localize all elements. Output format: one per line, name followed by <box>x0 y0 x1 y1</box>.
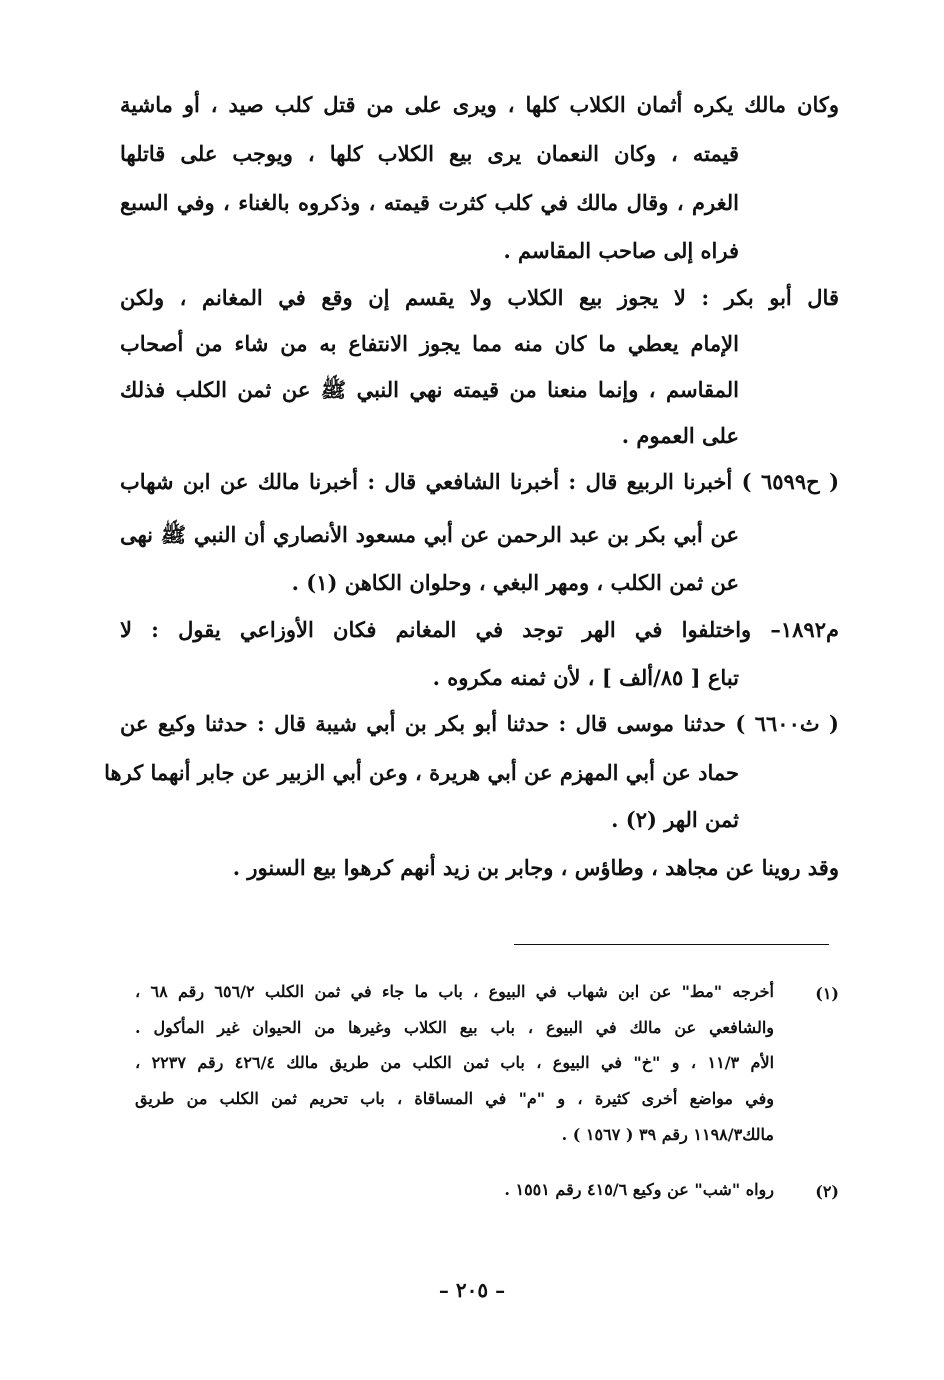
paragraph-2-line-3: المقاسم ، وإنما منعنا من قيمته نهي النبي ﷺ عن ثمن الكلب فذلك <box>120 377 739 402</box>
paragraph-3-line-3: عن ثمن الكلب ، ومهر البغي ، وحلوان الكاهن (١) . <box>291 570 739 595</box>
footnote-1-line-1: أخرجه "مط" عن ابن شهاب في البيوع ، باب ما جاء في ثمن الكلب ٦٥٦/٢ رقم ٦٨ ، <box>135 982 774 1001</box>
footnote-1-line-3: الأم ١١/٣ ، و "خ" في البيوع ، باب ثمن الكلب من طريق مالك ٤٢٦/٤ رقم ٢٢٣٧ ، <box>135 1053 775 1072</box>
paragraph-2-line-1: قال أبو بكر : لا يجوز بيع الكلاب ولا يقسم إن وقع في المغانم ، ولكن <box>120 285 839 310</box>
paragraph-5-line-2: حماد عن أبي المهزم عن أبي هريرة ، وعن أبي الزبير عن جابر أنهما كرها <box>104 760 739 785</box>
paragraph-1-line-4: فراه إلى صاحب المقاسم . <box>503 238 739 263</box>
page-number: – ٢٠٥ – <box>438 1278 506 1302</box>
footnote-2-line-1: رواه "شب" عن وكيع ٤١٥/٦ رقم ١٥٥١ . <box>504 1180 774 1199</box>
paragraph-2-line-2: الإمام يعطي ما كان منه مما يجوز الانتفاع به من شاء من أصحاب <box>120 331 739 356</box>
footnote-2-number: (٢) <box>815 1182 839 1201</box>
footnote-1-line-4: وفي مواضع أخرى كثيرة ، و "م" في المساقاة ، باب تحريم ثمن الكلب من طريق <box>135 1089 774 1108</box>
paragraph-6-line-1: وقد روينا عن مجاهد ، وطاؤس ، وجابر بن زيد أنهم كرهوا بيع السنور . <box>232 855 839 880</box>
footnote-1-number: (١) <box>815 984 839 1003</box>
footnote-separator <box>514 944 829 945</box>
paragraph-4-line-2: تباع [ ٨٥/ألف ] ، لأن ثمنه مكروه . <box>432 665 739 690</box>
paragraph-3-line-2: عن أبي بكر بن عبد الرحمن عن أبي مسعود الأنصاري أن النبي ﷺ نهى <box>120 522 739 547</box>
paragraph-1-line-3: الغرم ، وقال مالك في كلب كثرت قيمته ، وذكروه بالغناء ، وفي السبع <box>120 190 739 215</box>
paragraph-3-line-1: ( ح٦٥٩٩ ) أخبرنا الربيع قال : أخبرنا الشافعي قال : أخبرنا مالك عن ابن شهاب <box>120 469 840 494</box>
paragraph-5-line-1: ( ث٦٦٠٠ ) حدثنا موسى قال : حدثنا أبو بكر بن أبي شيبة قال : حدثنا وكيع عن <box>120 711 839 736</box>
footnote-1-line-2: والشافعي عن مالك في البيوع ، باب بيع الكلاب وغيرها من الحيوان غير المأكول . <box>135 1018 774 1037</box>
footnote-1-line-5: مالك١١٩٨/٣ رقم ٣٩ ( ١٥٦٧ ) . <box>561 1125 774 1144</box>
paragraph-5-line-3: ثمن الهر (٢) . <box>611 807 739 832</box>
paragraph-1-line-1: وكان مالك يكره أثمان الكلاب كلها ، ويرى على من قتل كلب صيد ، أو ماشية <box>120 92 839 117</box>
paragraph-2-line-4: على العموم . <box>621 423 739 448</box>
paragraph-4-line-1: م١٨٩٢– واختلفوا في الهر توجد في المغانم فكان الأوزاعي يقول : لا <box>120 617 839 642</box>
paragraph-1-line-2: قيمته ، وكان النعمان يرى بيع الكلاب كلها ، ويوجب على قاتلها <box>120 141 739 166</box>
